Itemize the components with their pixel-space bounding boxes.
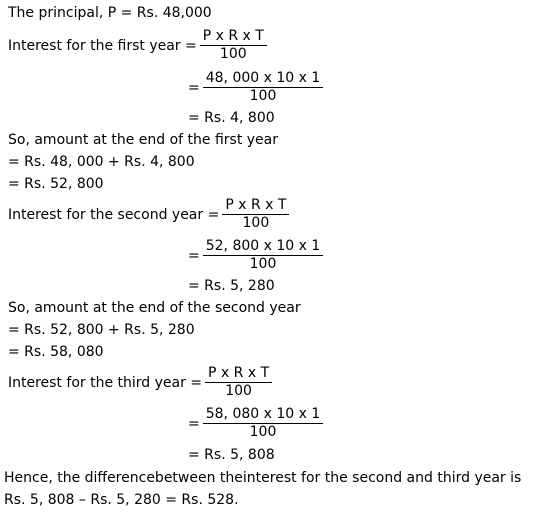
conclusion-line-1: Hence, the differencebetween theinterest for the second and third year is bbox=[4, 470, 522, 486]
fraction-denominator: 100 bbox=[225, 383, 252, 399]
second-year-substitution-fraction bbox=[203, 238, 324, 273]
fraction-numerator: P x R x T bbox=[225, 197, 287, 213]
first-year-formula-fraction bbox=[200, 28, 267, 63]
fraction-numerator: 48, 000 x 10 x 1 bbox=[205, 70, 321, 86]
fraction-denominator: 100 bbox=[249, 88, 277, 104]
third-year-interest-substitution bbox=[188, 406, 323, 441]
fraction-denominator: 100 bbox=[219, 46, 247, 62]
second-year-amount-sum: = Rs. 52, 800 + Rs. 5, 280 bbox=[8, 322, 195, 338]
third-year-substitution-fraction bbox=[203, 406, 324, 441]
equals-sign: = bbox=[188, 79, 200, 96]
first-year-interest-substitution bbox=[188, 70, 323, 105]
principal-line: The principal, P = Rs. 48,000 bbox=[8, 5, 212, 21]
third-year-interest-label: Interest for the third year = bbox=[8, 374, 203, 391]
first-year-amount-sum: = Rs. 48, 000 + Rs. 4, 800 bbox=[8, 154, 195, 170]
second-year-interest-formula bbox=[8, 197, 289, 232]
second-year-interest-label: Interest for the second year = bbox=[8, 206, 220, 223]
third-year-formula-fraction bbox=[205, 365, 272, 400]
equals-sign: = bbox=[188, 415, 200, 432]
fraction-numerator: 58, 080 x 10 x 1 bbox=[205, 406, 321, 422]
equals-sign: = bbox=[188, 247, 200, 264]
second-year-formula-fraction bbox=[222, 197, 289, 232]
second-year-amount-label: So, amount at the end of the second year bbox=[8, 300, 301, 316]
second-year-interest-result: = Rs. 5, 280 bbox=[188, 278, 275, 294]
third-year-interest-formula bbox=[8, 365, 272, 400]
conclusion-line-2: Rs. 5, 808 – Rs. 5, 280 = Rs. 528. bbox=[4, 492, 239, 508]
second-year-amount-result: = Rs. 58, 080 bbox=[8, 344, 104, 360]
first-year-interest-formula bbox=[8, 28, 267, 63]
fraction-numerator: P x R x T bbox=[202, 28, 264, 44]
second-year-interest-substitution bbox=[188, 238, 323, 273]
third-year-interest-result: = Rs. 5, 808 bbox=[188, 447, 275, 463]
first-year-amount-result: = Rs. 52, 800 bbox=[8, 176, 104, 192]
fraction-numerator: P x R x T bbox=[208, 365, 270, 381]
first-year-interest-label: Interest for the first year = bbox=[8, 37, 197, 54]
fraction-numerator: 52, 800 x 10 x 1 bbox=[205, 238, 321, 254]
first-year-interest-result: = Rs. 4, 800 bbox=[188, 110, 275, 126]
fraction-denominator: 100 bbox=[242, 215, 270, 231]
first-year-substitution-fraction bbox=[203, 70, 324, 105]
fraction-denominator: 100 bbox=[249, 256, 277, 272]
first-year-amount-label: So, amount at the end of the first year bbox=[8, 132, 278, 148]
fraction-denominator: 100 bbox=[249, 424, 277, 440]
